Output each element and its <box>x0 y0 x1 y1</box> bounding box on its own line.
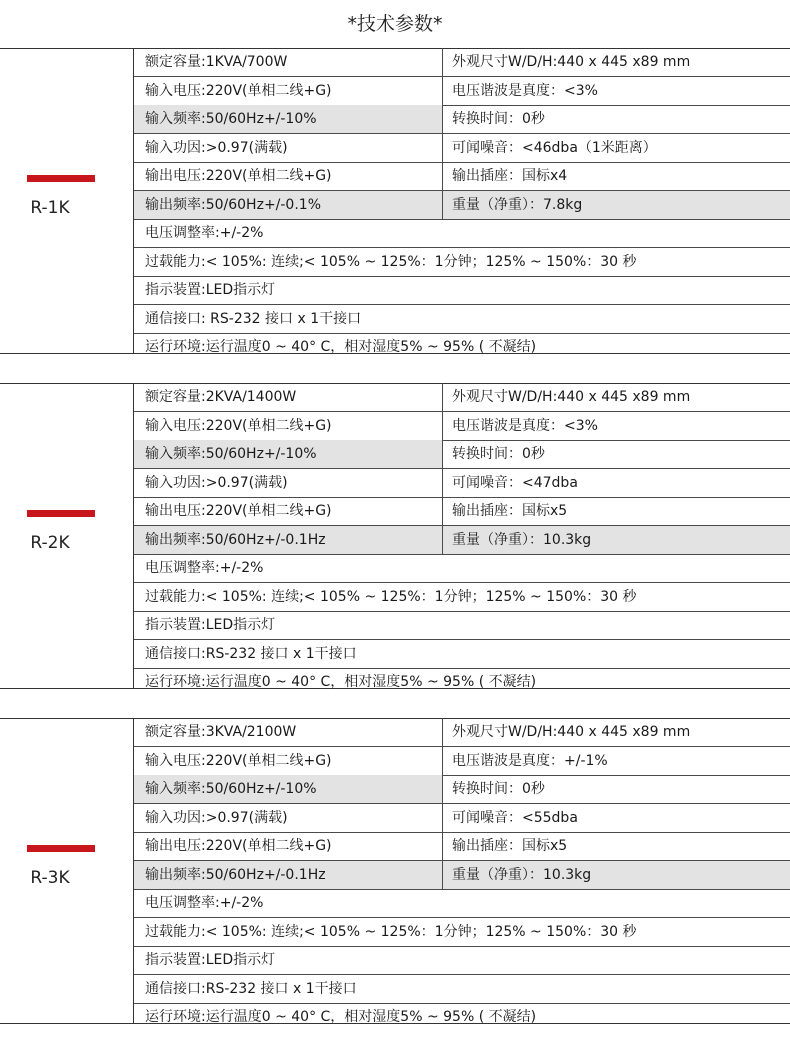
spec-row <box>134 747 790 776</box>
spec-cell-right: 转换时间：0秒 <box>442 775 790 803</box>
spec-cell-right: 可闻噪音：<47dba <box>442 469 790 497</box>
spec-row-full <box>134 946 790 975</box>
spec-row <box>134 191 790 220</box>
spec-cell-right: 重量（净重）：7.8kg <box>442 191 790 219</box>
spec-row <box>134 718 790 747</box>
spec-cell-full: 电压调整率:+/-2% <box>145 225 264 241</box>
spec-row-full <box>134 333 790 361</box>
model-label-column <box>0 48 133 354</box>
spec-cell-left: 输出电压:220V(单相二线+G) <box>145 168 332 184</box>
spec-cell-right: 电压谐波是真度：<3% <box>442 77 790 105</box>
spec-row-full <box>134 611 790 640</box>
spec-cell-full: 通信接口:RS-232 接口 x 1干接口 <box>145 645 357 662</box>
spec-row-full <box>134 640 790 669</box>
model-name: R-1K <box>30 198 70 218</box>
spec-row <box>134 162 790 191</box>
spec-row <box>134 383 790 412</box>
spec-cell-right: 输出插座：国标x4 <box>442 162 790 190</box>
spec-cell-left: 输入功因:>0.97(满载) <box>145 809 288 826</box>
spec-cell-full: 指示装置:LED指示灯 <box>145 617 276 633</box>
spec-cell-full: 过载能力:< 105%: 连续;< 105% ~ 125%：1分钟；125% ~ 150%：30 秒 <box>145 253 637 270</box>
spec-cell-left: 输出频率:50/60Hz+/-0.1Hz <box>134 861 442 889</box>
model-label-column <box>0 718 133 1024</box>
spec-row <box>134 77 790 106</box>
spec-cell-left: 额定容量:1KVA/700W <box>145 54 288 70</box>
spec-row-full <box>134 248 790 277</box>
spec-cell-left: 输入频率:50/60Hz+/-10% <box>134 105 442 133</box>
spec-cell-right: 外观尺寸W/D/H:440 x 445 x89 mm <box>442 718 790 746</box>
spec-cell-left: 输出频率:50/60Hz+/-0.1Hz <box>134 526 442 554</box>
spec-row <box>134 48 790 77</box>
spec-cell-right: 输出插座：国标x5 <box>442 497 790 525</box>
spec-cell-full: 通信接口:RS-232 接口 x 1干接口 <box>145 980 357 997</box>
spec-cell-left: 额定容量:3KVA/2100W <box>145 724 297 740</box>
spec-cell-left: 输入电压:220V(单相二线+G) <box>145 417 332 434</box>
spec-cell-left: 输入频率:50/60Hz+/-10% <box>134 775 442 803</box>
spec-cell-right: 外观尺寸W/D/H:440 x 445 x89 mm <box>442 48 790 76</box>
spec-cell-right: 电压谐波是真度：<3% <box>442 412 790 440</box>
model-name: R-3K <box>30 868 70 888</box>
model-accent-bar <box>27 175 95 182</box>
spec-cell-right: 可闻噪音：<55dba <box>442 804 790 832</box>
model-accent-bar <box>27 845 95 852</box>
spec-cell-right: 电压谐波是真度：+/-1% <box>442 747 790 775</box>
spec-row <box>134 497 790 526</box>
spec-row <box>134 832 790 861</box>
spec-cell-left: 输出电压:220V(单相二线+G) <box>145 838 332 854</box>
spec-cell-full: 电压调整率:+/-2% <box>145 895 264 911</box>
spec-cell-right: 转换时间：0秒 <box>442 440 790 468</box>
page-title: *技术参数* <box>347 13 443 35</box>
spec-cell-full: 通信接口: RS-232 接口 x 1干接口 <box>145 310 362 327</box>
spec-cell-left: 输入频率:50/60Hz+/-10% <box>134 440 442 468</box>
spec-row <box>134 861 790 890</box>
spec-row-full <box>134 975 790 1004</box>
model-name: R-2K <box>30 533 70 553</box>
spec-cell-right: 重量（净重）：10.3kg <box>442 526 790 554</box>
spec-cell-left: 输入电压:220V(单相二线+G) <box>145 82 332 99</box>
spec-row-full <box>134 668 790 696</box>
spec-cell-right: 输出插座：国标x5 <box>442 832 790 860</box>
spec-grid <box>133 383 790 689</box>
model-label-column <box>0 383 133 689</box>
spec-cell-full: 运行环境:运行温度0 ~ 40° C，相对湿度5% ~ 95% ( 不凝结) <box>145 1009 537 1025</box>
spec-cell-left: 输入功因:>0.97(满载) <box>145 139 288 156</box>
spec-row <box>134 526 790 555</box>
spec-row-full <box>134 583 790 612</box>
spec-cell-left: 输入电压:220V(单相二线+G) <box>145 752 332 769</box>
spec-cell-left: 输出电压:220V(单相二线+G) <box>145 503 332 519</box>
spec-row <box>134 440 790 469</box>
spec-row <box>134 775 790 804</box>
spec-row <box>134 412 790 441</box>
spec-cell-right: 转换时间：0秒 <box>442 105 790 133</box>
spec-cell-full: 运行环境:运行温度0 ~ 40° C，相对湿度5% ~ 95% ( 不凝结) <box>145 674 537 690</box>
spec-row-full <box>134 1003 790 1031</box>
spec-grid <box>133 48 790 354</box>
spec-cell-right: 外观尺寸W/D/H:440 x 445 x89 mm <box>442 383 790 411</box>
spec-cell-full: 运行环境:运行温度0 ~ 40° C，相对湿度5% ~ 95% ( 不凝结) <box>145 339 537 355</box>
spec-row-full <box>134 219 790 248</box>
spec-row-full <box>134 918 790 947</box>
spec-cell-left: 额定容量:2KVA/1400W <box>145 389 297 405</box>
spec-cell-full: 过载能力:< 105%: 连续;< 105% ~ 125%：1分钟；125% ~ 150%：30 秒 <box>145 923 637 940</box>
spec-row <box>134 804 790 833</box>
spec-cell-right: 重量（净重）：10.3kg <box>442 861 790 889</box>
spec-grid <box>133 718 790 1024</box>
spec-cell-full: 指示装置:LED指示灯 <box>145 282 276 298</box>
spec-cell-left: 输出频率:50/60Hz+/-0.1% <box>134 191 442 219</box>
spec-row <box>134 134 790 163</box>
spec-row-full <box>134 276 790 305</box>
spec-row-full <box>134 889 790 918</box>
spec-cell-full: 过载能力:< 105%: 连续;< 105% ~ 125%：1分钟；125% ~ 150%：30 秒 <box>145 588 637 605</box>
spec-block-r-1k <box>0 48 790 354</box>
spec-cell-full: 电压调整率:+/-2% <box>145 560 264 576</box>
spec-block-r-3k <box>0 718 790 1024</box>
spec-block-r-2k <box>0 383 790 689</box>
spec-row <box>134 469 790 498</box>
spec-cell-right: 可闻噪音：<46dba（1米距离） <box>442 134 790 162</box>
spec-cell-full: 指示装置:LED指示灯 <box>145 952 276 968</box>
spec-cell-left: 输入功因:>0.97(满载) <box>145 474 288 491</box>
model-accent-bar <box>27 510 95 517</box>
spec-row-full <box>134 554 790 583</box>
spec-row <box>134 105 790 134</box>
spec-row-full <box>134 305 790 334</box>
